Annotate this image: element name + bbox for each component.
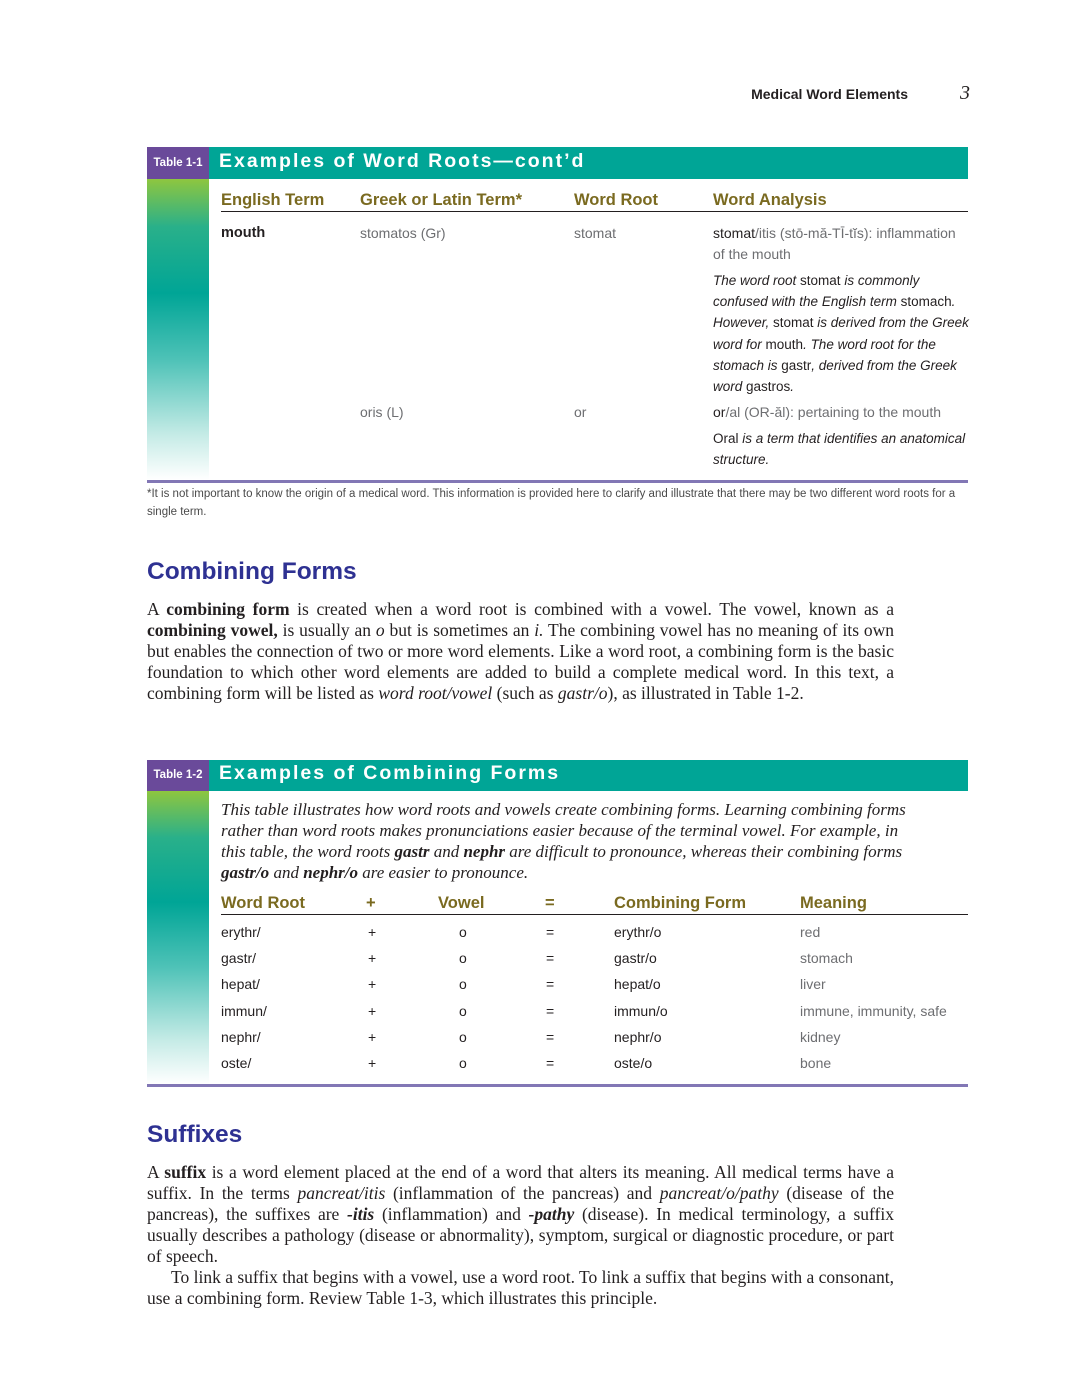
table-title: Examples of Word Roots—cont’d (209, 147, 968, 179)
table-bottom-rule (147, 480, 968, 483)
text-run: combining vowel, (147, 620, 278, 641)
meaning-cell: liver (800, 976, 826, 993)
suffixes-paragraph (147, 1162, 894, 1267)
table-side-gradient (147, 179, 209, 480)
plus-cell: + (368, 1055, 377, 1071)
analysis-note: Oral is a term that identifies an anatomical structure. (713, 431, 966, 468)
meaning-cell: red (800, 924, 821, 940)
text-run: -pathy (528, 1204, 575, 1225)
analysis-term: stomat (713, 225, 756, 241)
combining-form-cell: hepat/o (614, 976, 661, 993)
table-tag: Table 1-1 (147, 147, 209, 179)
plus-cell: + (368, 924, 377, 940)
section-heading-combining-forms: Combining Forms (147, 558, 357, 585)
text-run: (disease). In medical terminology, a suffix usually describes a pathology (disease or abnormality), symptom, surgical or diagnostic procedure, or part of speech. (147, 1204, 894, 1267)
combining-forms-paragraph (147, 599, 894, 704)
vowel-cell: o (459, 1028, 467, 1045)
table-title: Examples of Combining Forms (209, 760, 968, 791)
text-run: This table illustrates how word roots and vowels create combining forms. Learning combining forms rather than word roots makes pronunciations easier because of the terminal vowel. For example, in this table, the word roots (221, 800, 906, 862)
text-run: (disease of the pancreas), the suffixes are (147, 1183, 894, 1225)
column-header: = (545, 894, 555, 912)
column-header: English Term (221, 191, 325, 209)
text-run: pancreat/itis (297, 1183, 386, 1204)
text-run: A (147, 1162, 165, 1182)
text-run: i. (534, 620, 544, 641)
word-root-cell: gastr/ (221, 950, 257, 967)
word-root-cell: nephr/ (221, 1028, 261, 1045)
text-run: (such as (492, 683, 558, 704)
english-term: mouth (221, 225, 266, 241)
equals-cell: = (546, 950, 555, 967)
analysis-term: or (713, 404, 726, 420)
text-run: but is sometimes an (384, 620, 535, 641)
equals-cell: = (546, 1028, 555, 1045)
text-run: nephr/o (303, 863, 358, 883)
text-run: are easier to pronounce. (357, 863, 529, 883)
plus-cell: + (368, 1028, 377, 1045)
word-root: or (574, 404, 587, 420)
text-run: gastr/o (221, 863, 270, 883)
text-run: and (269, 863, 304, 883)
text-run: gastr/o (557, 683, 608, 704)
text-run: is created when a word root is combined with a vowel. The vowel, known as a (289, 599, 894, 619)
plus-cell: + (368, 950, 377, 967)
meaning-cell: bone (800, 1055, 832, 1071)
equals-cell: = (546, 1002, 555, 1019)
column-header: Word Root (574, 191, 659, 209)
column-header: Word Analysis (713, 191, 827, 209)
column-header: Vowel (438, 894, 485, 912)
meaning-cell: stomach (800, 950, 853, 967)
word-root-cell: oste/ (221, 1055, 252, 1071)
text-run: nephr (463, 842, 506, 862)
text-run: is a word element placed at the end of a word that alters its meaning. All medical terms have a suffix. In the terms (147, 1162, 894, 1204)
header-underline (221, 211, 968, 212)
combining-form-cell: nephr/o (614, 1028, 662, 1045)
equals-cell: = (546, 1055, 555, 1071)
combining-form-cell: erythr/o (614, 924, 662, 940)
text-run: is usually an (277, 620, 376, 641)
combining-form-cell: oste/o (614, 1055, 653, 1071)
word-analysis (713, 402, 969, 423)
table-intro (221, 799, 921, 883)
text-run: -itis (347, 1204, 375, 1225)
word-root-cell: erythr/ (221, 924, 261, 940)
table-bottom-rule (147, 1084, 968, 1087)
meaning-cell: kidney (800, 1028, 841, 1045)
plus-cell: + (368, 1002, 377, 1019)
equals-cell: = (546, 976, 555, 993)
page-number: 3 (960, 82, 970, 104)
analysis-note: The word root stomat is commonly confused with the English term stomach. However, stomat is derived from the Greek word for mouth. The word root for the stomach is gastr, derived from the Greek word gastros. (713, 273, 969, 395)
vowel-cell: o (459, 1002, 467, 1019)
combining-form-cell: immun/o (614, 1002, 668, 1019)
table-footnote: *It is not important to know the origin of a medical word. This information is provided here to clarify and illustrate that there may be two different word roots for a single term. (147, 488, 956, 518)
header-underline (221, 914, 968, 915)
column-header: Word Root (221, 894, 306, 912)
analysis-text: /al (OR-ăl): pertaining to the mouth (725, 404, 941, 420)
greek-latin-term: stomatos (Gr) (360, 225, 446, 241)
text-run: word root/vowel (378, 683, 493, 704)
combining-form-cell: gastr/o (614, 950, 657, 967)
text-run: A (147, 599, 167, 619)
column-header: + (366, 894, 376, 912)
text-run: pancreat/o/pathy (659, 1183, 779, 1204)
text-run: suffix (164, 1162, 207, 1182)
text-run: combining form (166, 599, 290, 619)
vowel-cell: o (459, 976, 467, 993)
text-run: gastr (394, 842, 430, 862)
suffixes-paragraph-2: To link a suffix that begins with a vowel, use a word root. To link a suffix that begins with a consonant, use a combining form. Review Table 1-3, which illustrates this principle. (147, 1267, 894, 1309)
column-header: Combining Form (614, 894, 746, 912)
vowel-cell: o (459, 1055, 467, 1071)
text-run: (inflammation of the pancreas) and (385, 1183, 660, 1204)
word-root-cell: hepat/ (221, 976, 260, 993)
vowel-cell: o (459, 950, 467, 967)
word-root: stomat (574, 225, 617, 241)
text-run: (inflammation) and (374, 1204, 529, 1225)
word-root-cell: immun/ (221, 1002, 267, 1019)
word-analysis (713, 223, 969, 265)
table-side-gradient (147, 791, 209, 1084)
text-run: are difficult to pronounce, whereas their combining forms (505, 842, 903, 862)
plus-cell: + (368, 976, 377, 993)
text-run: and (429, 842, 464, 862)
section-heading-suffixes: Suffixes (147, 1121, 243, 1148)
column-header: Meaning (800, 894, 867, 912)
equals-cell: = (546, 924, 555, 940)
table-tag: Table 1-2 (147, 760, 209, 791)
column-header: Greek or Latin Term* (360, 191, 522, 209)
text-run: o (375, 620, 385, 641)
analysis-text: /itis (stō-mă-TĪ-tĭs): inflammation of the mouth (713, 225, 956, 262)
running-header-title: Medical Word Elements (751, 86, 908, 102)
meaning-cell: immune, immunity, safe (800, 1002, 947, 1019)
text-run: The combining vowel has no meaning of its own but enables the connection of two or more word elements. Like a word root, a combining form is the basic foundation to which other word elements are added to build a complete medical word. In this text, a combining form will be listed as (147, 620, 894, 704)
vowel-cell: o (459, 924, 467, 940)
greek-latin-term: oris (L) (360, 404, 404, 420)
text-run: ), as illustrated in Table 1-2. (607, 683, 804, 704)
